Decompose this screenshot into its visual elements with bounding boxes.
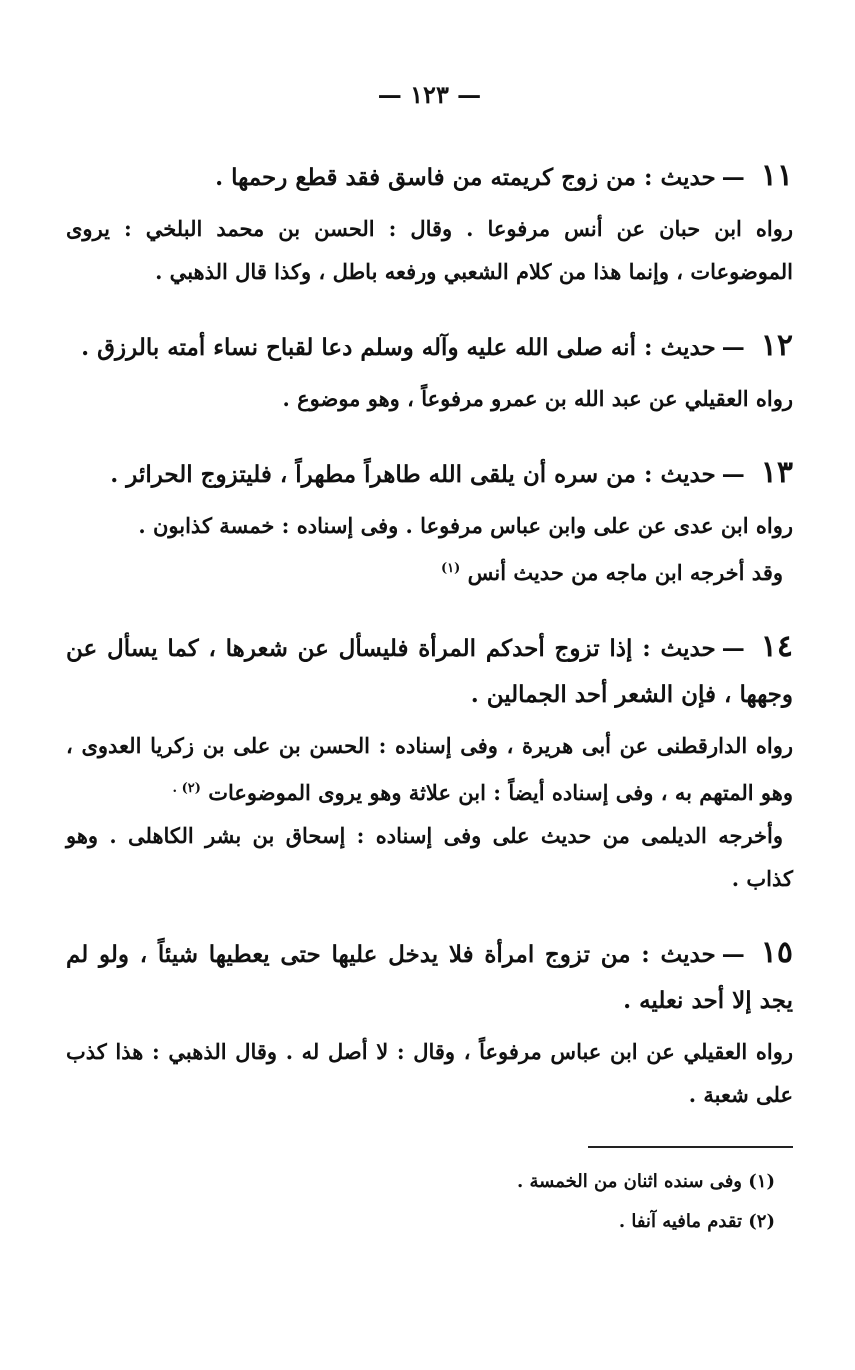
hadith-entry — [66, 323, 793, 420]
entries-list — [66, 153, 793, 1116]
hadith-number: ١٤ — [760, 629, 793, 664]
hadith-label: حديث — [660, 164, 716, 191]
hadith-label: حديث — [660, 461, 716, 488]
commentary-text: وأخرجه الديلمى من حديث على وفى إسناده : إسحاق بن بشر الكاهلى . وهو كذاب . — [66, 823, 793, 891]
hadith-body: : من زوج كريمته من فاسق فقد قطع رحمها . — [215, 164, 653, 191]
commentary-paragraph — [66, 1030, 793, 1116]
commentary-text: وقد أخرجه ابن ماجه من حديث أنس — [467, 560, 783, 585]
hadith-label: حديث — [660, 941, 716, 968]
footnote-reference: (١) — [440, 561, 461, 576]
footnotes — [66, 1162, 793, 1242]
dash-separator: — — [721, 941, 745, 968]
commentary-paragraph — [66, 724, 793, 814]
page-number: — ١٢٣ — — [377, 80, 482, 109]
hadith-number: ١٢ — [760, 328, 793, 363]
hadith-entry — [66, 624, 793, 900]
commentary-paragraph — [66, 377, 793, 420]
footnote: (٢) تقدم مافيه آنفا . — [618, 1211, 775, 1232]
footnote: (١) وفى سنده اثنان من الخمسة . — [517, 1171, 775, 1192]
hadith-text — [66, 323, 793, 371]
hadith-body: : إذا تزوج أحدكم المرأة فليسأل عن شعرها ، كما يسأل عن وجهها ، فإن الشعر أحد الجمالين . — [66, 635, 793, 708]
dash-separator: — — [721, 164, 745, 191]
footnote-reference: (٢) . — [172, 781, 201, 796]
hadith-entry — [66, 930, 793, 1116]
hadith-text — [66, 153, 793, 201]
footnote-divider — [588, 1146, 793, 1148]
commentary-text: رواه العقيلي عن عبد الله بن عمرو مرفوعاً ، وهو موضوع . — [282, 386, 793, 411]
hadith-text — [66, 624, 793, 718]
commentary-paragraph — [66, 504, 793, 547]
dash-separator: — — [721, 461, 745, 488]
commentary-paragraph — [66, 547, 793, 594]
hadith-label: حديث — [660, 334, 716, 361]
commentary-text: رواه ابن عدى عن على وابن عباس مرفوعا . وفى إسناده : خمسة كذابون . — [138, 513, 793, 538]
hadith-body: : من سره أن يلقى الله طاهراً مطهراً ، فليتزوج الحرائر . — [110, 461, 653, 488]
hadith-entry — [66, 153, 793, 293]
commentary-text: رواه الدارقطنى عن أبى هريرة ، وفى إسناده : الحسن بن على بن زكريا العدوى ، وهو المتهم به ، وفى إسناده أيضاً : ابن علاثة وهو يروى الموضوعات — [66, 733, 793, 805]
hadith-body: : من تزوج امرأة فلا يدخل عليها حتى يعطيها شيئاً ، ولو لم يجد إلا أحد نعليه . — [66, 941, 793, 1014]
hadith-label: حديث — [660, 635, 716, 662]
hadith-number: ١٣ — [760, 455, 793, 490]
hadith-text — [66, 450, 793, 498]
dash-separator: — — [721, 334, 745, 361]
commentary-text: رواه ابن حبان عن أنس مرفوعا . وقال : الحسن بن محمد البلخي : يروى الموضوعات ، وإنما هذا من كلام الشعبي ورفعه باطل ، وكذا قال الذهبي . — [66, 216, 793, 284]
hadith-number: ١١ — [760, 158, 793, 193]
commentary-paragraph — [66, 814, 793, 900]
hadith-body: : أنه صلى الله عليه وآله وسلم دعا لقباح نساء أمته بالرزق . — [81, 334, 653, 361]
hadith-number: ١٥ — [760, 935, 793, 970]
commentary-paragraph — [66, 207, 793, 293]
dash-separator: — — [721, 635, 745, 662]
hadith-entry — [66, 450, 793, 594]
commentary-text: رواه العقيلي عن ابن عباس مرفوعاً ، وقال : لا أصل له . وقال الذهبي : هذا كذب على شعبة . — [66, 1039, 793, 1107]
hadith-text — [66, 930, 793, 1024]
